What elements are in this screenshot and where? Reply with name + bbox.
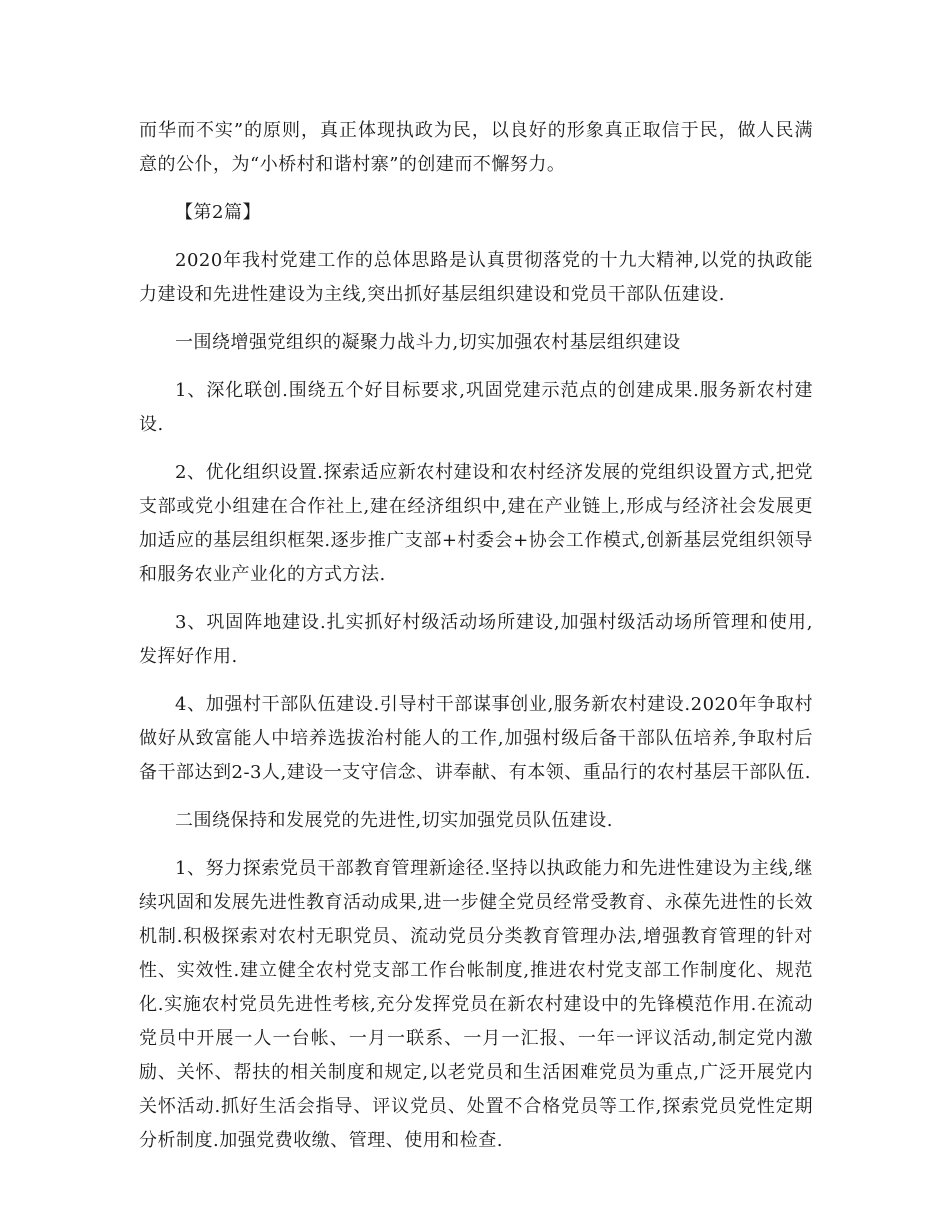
subheading-organization-building: 一围绕增强党组织的凝聚力战斗力,切实加强农村基层组织建设	[175, 332, 681, 353]
item-education-management: 1、努力探索党员干部教育管理新途径.坚持以执政能力和先进性建设为主线,继续巩固和发展先进性教育活动成果,进一步健全党员经常受教育、永葆先进性的长效机制.积极探索对农村无职党员、流动党员分类教育管理办法,增强教育管理的针对性、实效性.建立健全农村党支部工作台帐制度,推进农村党支部工作制度化、规范化.实施农村党员先进性考核,充分发挥党员在新农村建设中的先锋模范作用.在流动党员中开展一人一台帐、一月一联系、一月一汇报、一年一评议活动,制定党内激励、关怀、帮扶的相关制度和规定,以老党员和生活困难党员为重点,广泛开展党内关怀活动.抓好生活会指导、评议党员、处置不合格党员等工作,探索党员党性定期分析制度.加强党费收缴、管理、使用和检查.	[139, 858, 813, 1151]
section-heading-part-2: 【第2篇】	[175, 202, 261, 223]
item-optimize-organization: 2、优化组织设置.探索适应新农村建设和农村经济发展的党组织设置方式,把党支部或党小组建在合作社上,建在经济组织中,建在产业链上,形成与经济社会发展更加适应的基层组织框架.逐步推广支部+村委会+协会工作模式,创新基层党组织领导和服务农业产业化的方式方法.	[139, 462, 813, 585]
paragraph-continuation: 而华而不实”的原则，真正体现执政为民，以良好的形象真正取信于民，做人民满意的公仆，为“小桥村和谐村寨”的创建而不懈努力。	[139, 120, 813, 175]
item-village-cadres: 4、加强村干部队伍建设.引导村干部谋事创业,服务新农村建设.2020年争取村做好从致富能人中培养选拔治村能人的工作,加强村级后备干部队伍培养,争取村后备干部达到2-3人,建设一支守信念、讲奉献、有本领、重品行的农村基层干部队伍.	[139, 694, 813, 783]
document-body	[139, 114, 813, 1172]
item-consolidate-venues: 3、巩固阵地建设.扎实抓好村级活动场所建设,加强村级活动场所管理和使用,发挥好作用.	[139, 612, 813, 667]
subheading-party-member-building: 二围绕保持和发展党的先进性,切实加强党员队伍建设.	[175, 810, 613, 831]
item-deepen-joint-creation: 1、深化联创.围绕五个好目标要求,巩固党建示范点的创建成果.服务新农村建设.	[139, 380, 813, 435]
paragraph-overall-approach: 2020年我村党建工作的总体思路是认真贯彻落党的十九大精神,以党的执政能力建设和先进性建设为主线,突出抓好基层组织建设和党员干部队伍建设.	[139, 250, 813, 305]
